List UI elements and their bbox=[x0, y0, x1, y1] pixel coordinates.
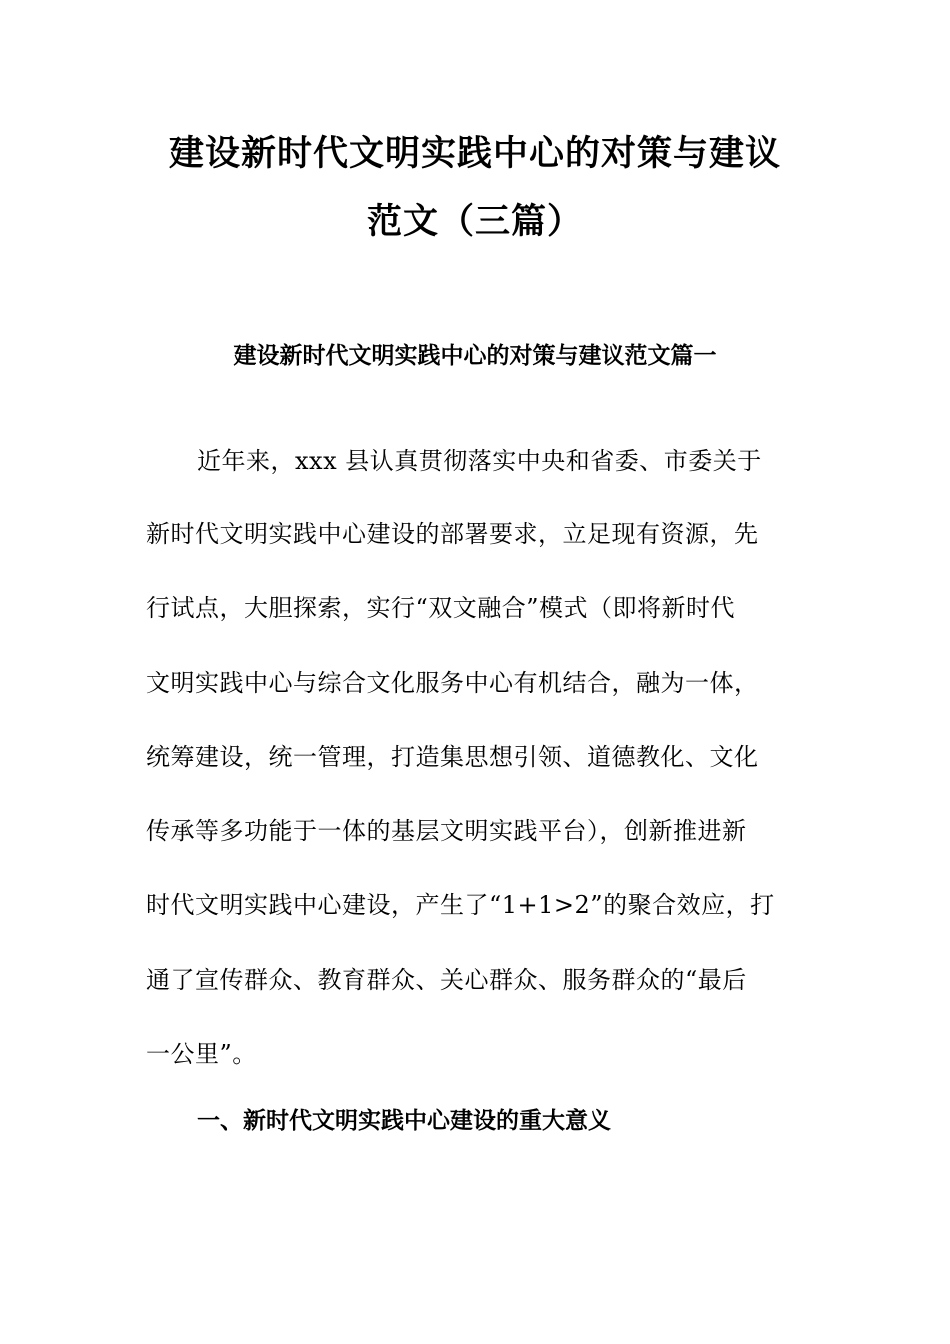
paragraph-line: 文明实践中心与综合文化服务中心有机结合，融为一体， bbox=[146, 669, 759, 697]
article-subtitle: 建设新时代文明实践中心的对策与建议范文篇一 bbox=[233, 343, 717, 369]
section-heading: 一、新时代文明实践中心建设的重大意义 bbox=[197, 1108, 611, 1134]
paragraph-line: 传承等多功能于一体的基层文明实践平台），创新推进新 bbox=[146, 817, 747, 845]
paragraph-line: 近年来，xxx 县认真贯彻落实中央和省委、市委关于 bbox=[197, 447, 762, 475]
paragraph-line: 新时代文明实践中心建设的部署要求，立足现有资源，先 bbox=[146, 520, 759, 548]
paragraph-line: 统筹建设，统一管理，打造集思想引领、道德教化、文化 bbox=[146, 743, 759, 771]
paragraph-line: 一公里”。 bbox=[146, 1040, 257, 1068]
paragraph-line: 行试点，大胆探索，实行“双文融合”模式（即将新时代 bbox=[146, 594, 736, 622]
document-title-line-1: 建设新时代文明实践中心的对策与建议 bbox=[168, 134, 781, 174]
document-title-line-2: 范文（三篇） bbox=[366, 202, 583, 242]
paragraph-line: 时代文明实践中心建设，产生了“1+1>2”的聚合效应，打 bbox=[146, 891, 775, 919]
paragraph-line: 通了宣传群众、教育群众、关心群众、服务群众的“最后 bbox=[146, 966, 747, 994]
